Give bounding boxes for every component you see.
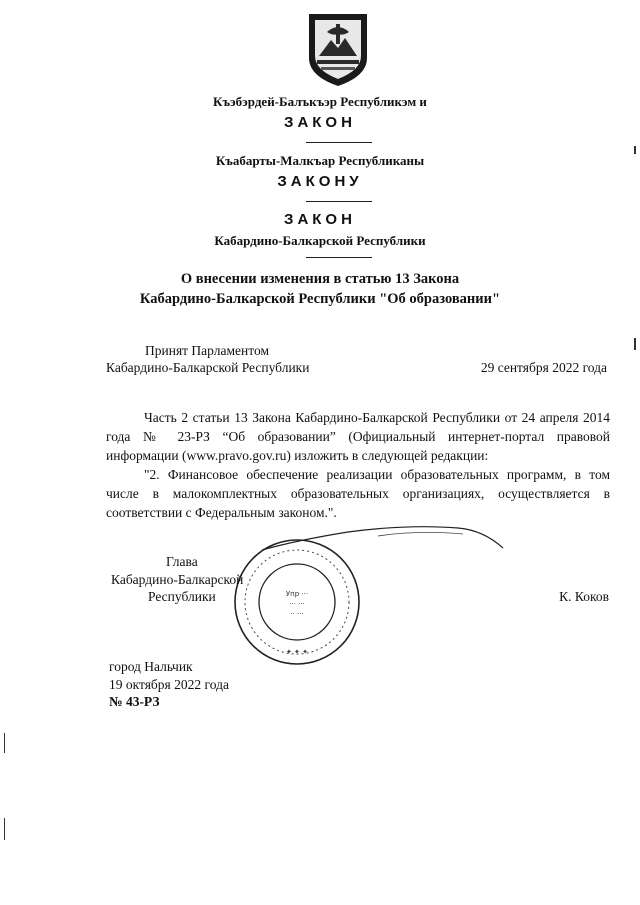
header-divider-3 [306,257,372,258]
header-zakon-balkar: ЗАКОНУ [277,173,363,190]
svg-text:Упр ···: Упр ··· [285,590,309,598]
header-zakon-kabardian: ЗАКОН [284,114,356,131]
header-line-balkar: Къабарты-Малкъар Республиканы [215,153,425,168]
signatory-title-1: Глава [166,554,198,569]
adoption-date: 29 сентября 2022 года [480,360,607,375]
header-divider-2 [306,201,372,202]
footer-date: 19 октября 2022 года [109,677,229,692]
scan-mark [634,338,636,350]
signatory-title-3: Республики [148,589,216,604]
header-zakon-russian: ЗАКОН [284,211,356,228]
footer-city: город Нальчик [109,659,193,674]
svg-text:··· ···: ··· ··· [289,600,305,608]
law-title-line-2: Кабардино-Балкарской Республики "Об образовании" [139,291,501,307]
law-body [106,408,610,522]
header-divider-1 [306,142,372,143]
coat-of-arms-emblem [303,10,373,88]
svg-text:·· ···: ·· ··· [290,610,304,618]
header-line-russian: Кабардино-Балкарской Республики [214,233,426,248]
signatory-title-2: Кабардино-Балкарской [111,572,244,587]
signatory-name: К. Коков [559,589,609,604]
scan-mark [634,146,636,154]
footer-law-number: № 43-РЗ [109,694,160,709]
scan-mark [4,818,5,840]
header-line-kabardian: Къэбэрдей-Балъкъэр Республикэм и [213,94,427,109]
official-seal-stamp [232,536,362,670]
body-paragraph-2: "2. Финансовое обеспечение реализации образовательных программ, в том числе в малокомплектных образовательных организациях, осуществляется в соответствии с Федеральным законом.". [106,467,610,520]
svg-text:✦ ✦ ✦: ✦ ✦ ✦ [285,648,309,656]
adoption-line-1: Принят Парламентом [145,343,269,358]
adoption-line-2: Кабардино-Балкарской Республики [106,360,310,375]
law-title-line-1: О внесении изменения в статью 13 Закона [180,271,460,287]
scan-mark [4,733,5,753]
body-paragraph-1: Часть 2 статьи 13 Закона Кабардино-Балкарской Республики от 24 апреля 2014 года № 23-РЗ “Об образовании” (Официальный интернет-портал правовой информации (www.pravo.gov.ru) изложить в следующей редакции: [106,410,610,463]
